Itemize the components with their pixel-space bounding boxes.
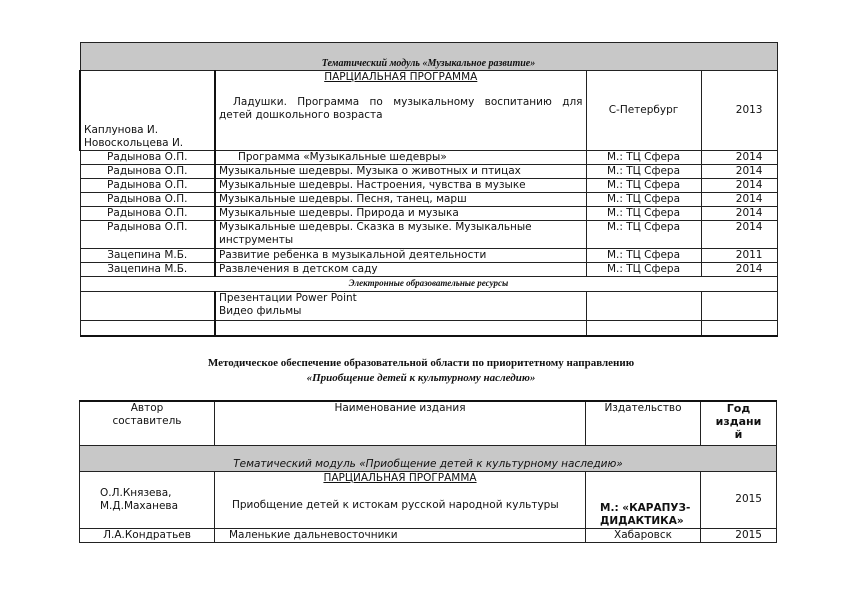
header-publisher: Издательство xyxy=(586,401,701,445)
table-row xyxy=(80,193,777,207)
table-row xyxy=(80,471,777,528)
publisher-cell: М.: ТЦ Сфера xyxy=(586,221,701,249)
publisher-cell: Хабаровск xyxy=(586,528,701,542)
header-year: Год издани й xyxy=(701,401,777,445)
publisher-cell: С-Петербург xyxy=(586,71,701,151)
electronic-item: Презентации Power Point xyxy=(219,292,357,304)
title-text: Приобщение детей к истокам русской народной культуры xyxy=(232,498,559,511)
author-cell: Радынова О.П. xyxy=(80,151,215,165)
title-cell: Программа «Музыкальные шедевры» xyxy=(215,151,586,165)
year-cell: 2014 xyxy=(701,263,777,277)
electronic-item: Видео фильмы xyxy=(219,305,302,317)
year-cell: 2011 xyxy=(701,249,777,263)
table-row xyxy=(80,528,777,542)
title-cell: Музыкальные шедевры. Настроения, чувства в музыке xyxy=(215,179,586,193)
music-resources-table xyxy=(79,42,778,337)
year-cell: 2015 xyxy=(701,471,777,528)
year-cell: 2014 xyxy=(701,165,777,179)
author-cell: Радынова О.П. xyxy=(80,193,215,207)
title-cell: Музыкальные шедевры. Музыка о животных и птицах xyxy=(215,165,586,179)
table-row xyxy=(80,249,777,263)
year-cell: 2015 xyxy=(701,528,777,542)
author-cell: О.Л.Князева, М.Д.Маханева xyxy=(80,471,215,528)
module-title: Тематический модуль «Музыкальное развитие» xyxy=(80,43,777,71)
title-cell: Развлечения в детском саду xyxy=(215,263,586,277)
publisher-cell: М.: ТЦ Сфера xyxy=(586,263,701,277)
title-cell: Развитие ребенка в музыкальной деятельности xyxy=(215,249,586,263)
electronic-resources-cell xyxy=(215,292,586,321)
title-cell xyxy=(215,471,586,528)
year-cell: 2013 xyxy=(701,71,777,151)
year-cell: 2014 xyxy=(701,179,777,193)
table-row xyxy=(80,151,777,165)
author-cell: Зацепина М.Б. xyxy=(80,249,215,263)
partial-program-label: ПАРЦИАЛЬНАЯ ПРОГРАММА xyxy=(323,471,477,484)
title-cell xyxy=(215,71,586,151)
publisher-cell: М.: «КАРАПУЗ-ДИДАКТИКА» xyxy=(586,471,701,528)
electronic-resources-heading: Электронные образовательные ресурсы xyxy=(80,277,777,292)
publisher-cell: М.: ТЦ Сфера xyxy=(586,165,701,179)
author-cell: Радынова О.П. xyxy=(80,207,215,221)
header-title: Наименование издания xyxy=(215,401,586,445)
table-row xyxy=(80,165,777,179)
title-cell: Музыкальные шедевры. Песня, танец, марш xyxy=(215,193,586,207)
title-cell: Маленькие дальневосточники xyxy=(215,528,586,542)
heritage-resources-table xyxy=(79,400,777,543)
title-cell: Музыкальные шедевры. Сказка в музыке. Музыкальные инструменты xyxy=(215,221,586,249)
year-cell: 2014 xyxy=(701,193,777,207)
author-cell: Л.А.Кондратьев xyxy=(80,528,215,542)
author-cell: Каплунова И. Новоскольцева И. xyxy=(80,71,215,151)
year-cell: 2014 xyxy=(701,151,777,165)
title-cell: Музыкальные шедевры. Природа и музыка xyxy=(215,207,586,221)
year-cell: 2014 xyxy=(701,221,777,249)
publisher-cell: М.: ТЦ Сфера xyxy=(586,207,701,221)
header-author: Автор составитель xyxy=(80,401,215,445)
partial-program-label: ПАРЦИАЛЬНАЯ ПРОГРАММА xyxy=(324,71,478,83)
author-cell: Радынова О.П. xyxy=(80,179,215,193)
author-cell: Зацепина М.Б. xyxy=(80,263,215,277)
section-caption-subtitle: «Приобщение детей к культурному наследию» xyxy=(306,372,536,384)
publisher-cell: М.: ТЦ Сфера xyxy=(586,249,701,263)
section-caption: Методическое обеспечение образовательной области по приоритетному направлению xyxy=(207,357,635,369)
publisher-cell: М.: ТЦ Сфера xyxy=(586,193,701,207)
module-title: Тематический модуль «Приобщение детей к культурному наследию» xyxy=(80,445,777,471)
year-cell: 2014 xyxy=(701,207,777,221)
publisher-cell: М.: ТЦ Сфера xyxy=(586,179,701,193)
publisher-cell: М.: ТЦ Сфера xyxy=(586,151,701,165)
table-row xyxy=(80,263,777,277)
table-row xyxy=(80,179,777,193)
author-cell: Радынова О.П. xyxy=(80,221,215,249)
author-cell: Радынова О.П. xyxy=(80,165,215,179)
title-text: Ладушки. Программа по музыкальному воспитанию для детей дошкольного возраста xyxy=(219,96,583,121)
table-row xyxy=(80,221,777,249)
table-row xyxy=(80,207,777,221)
